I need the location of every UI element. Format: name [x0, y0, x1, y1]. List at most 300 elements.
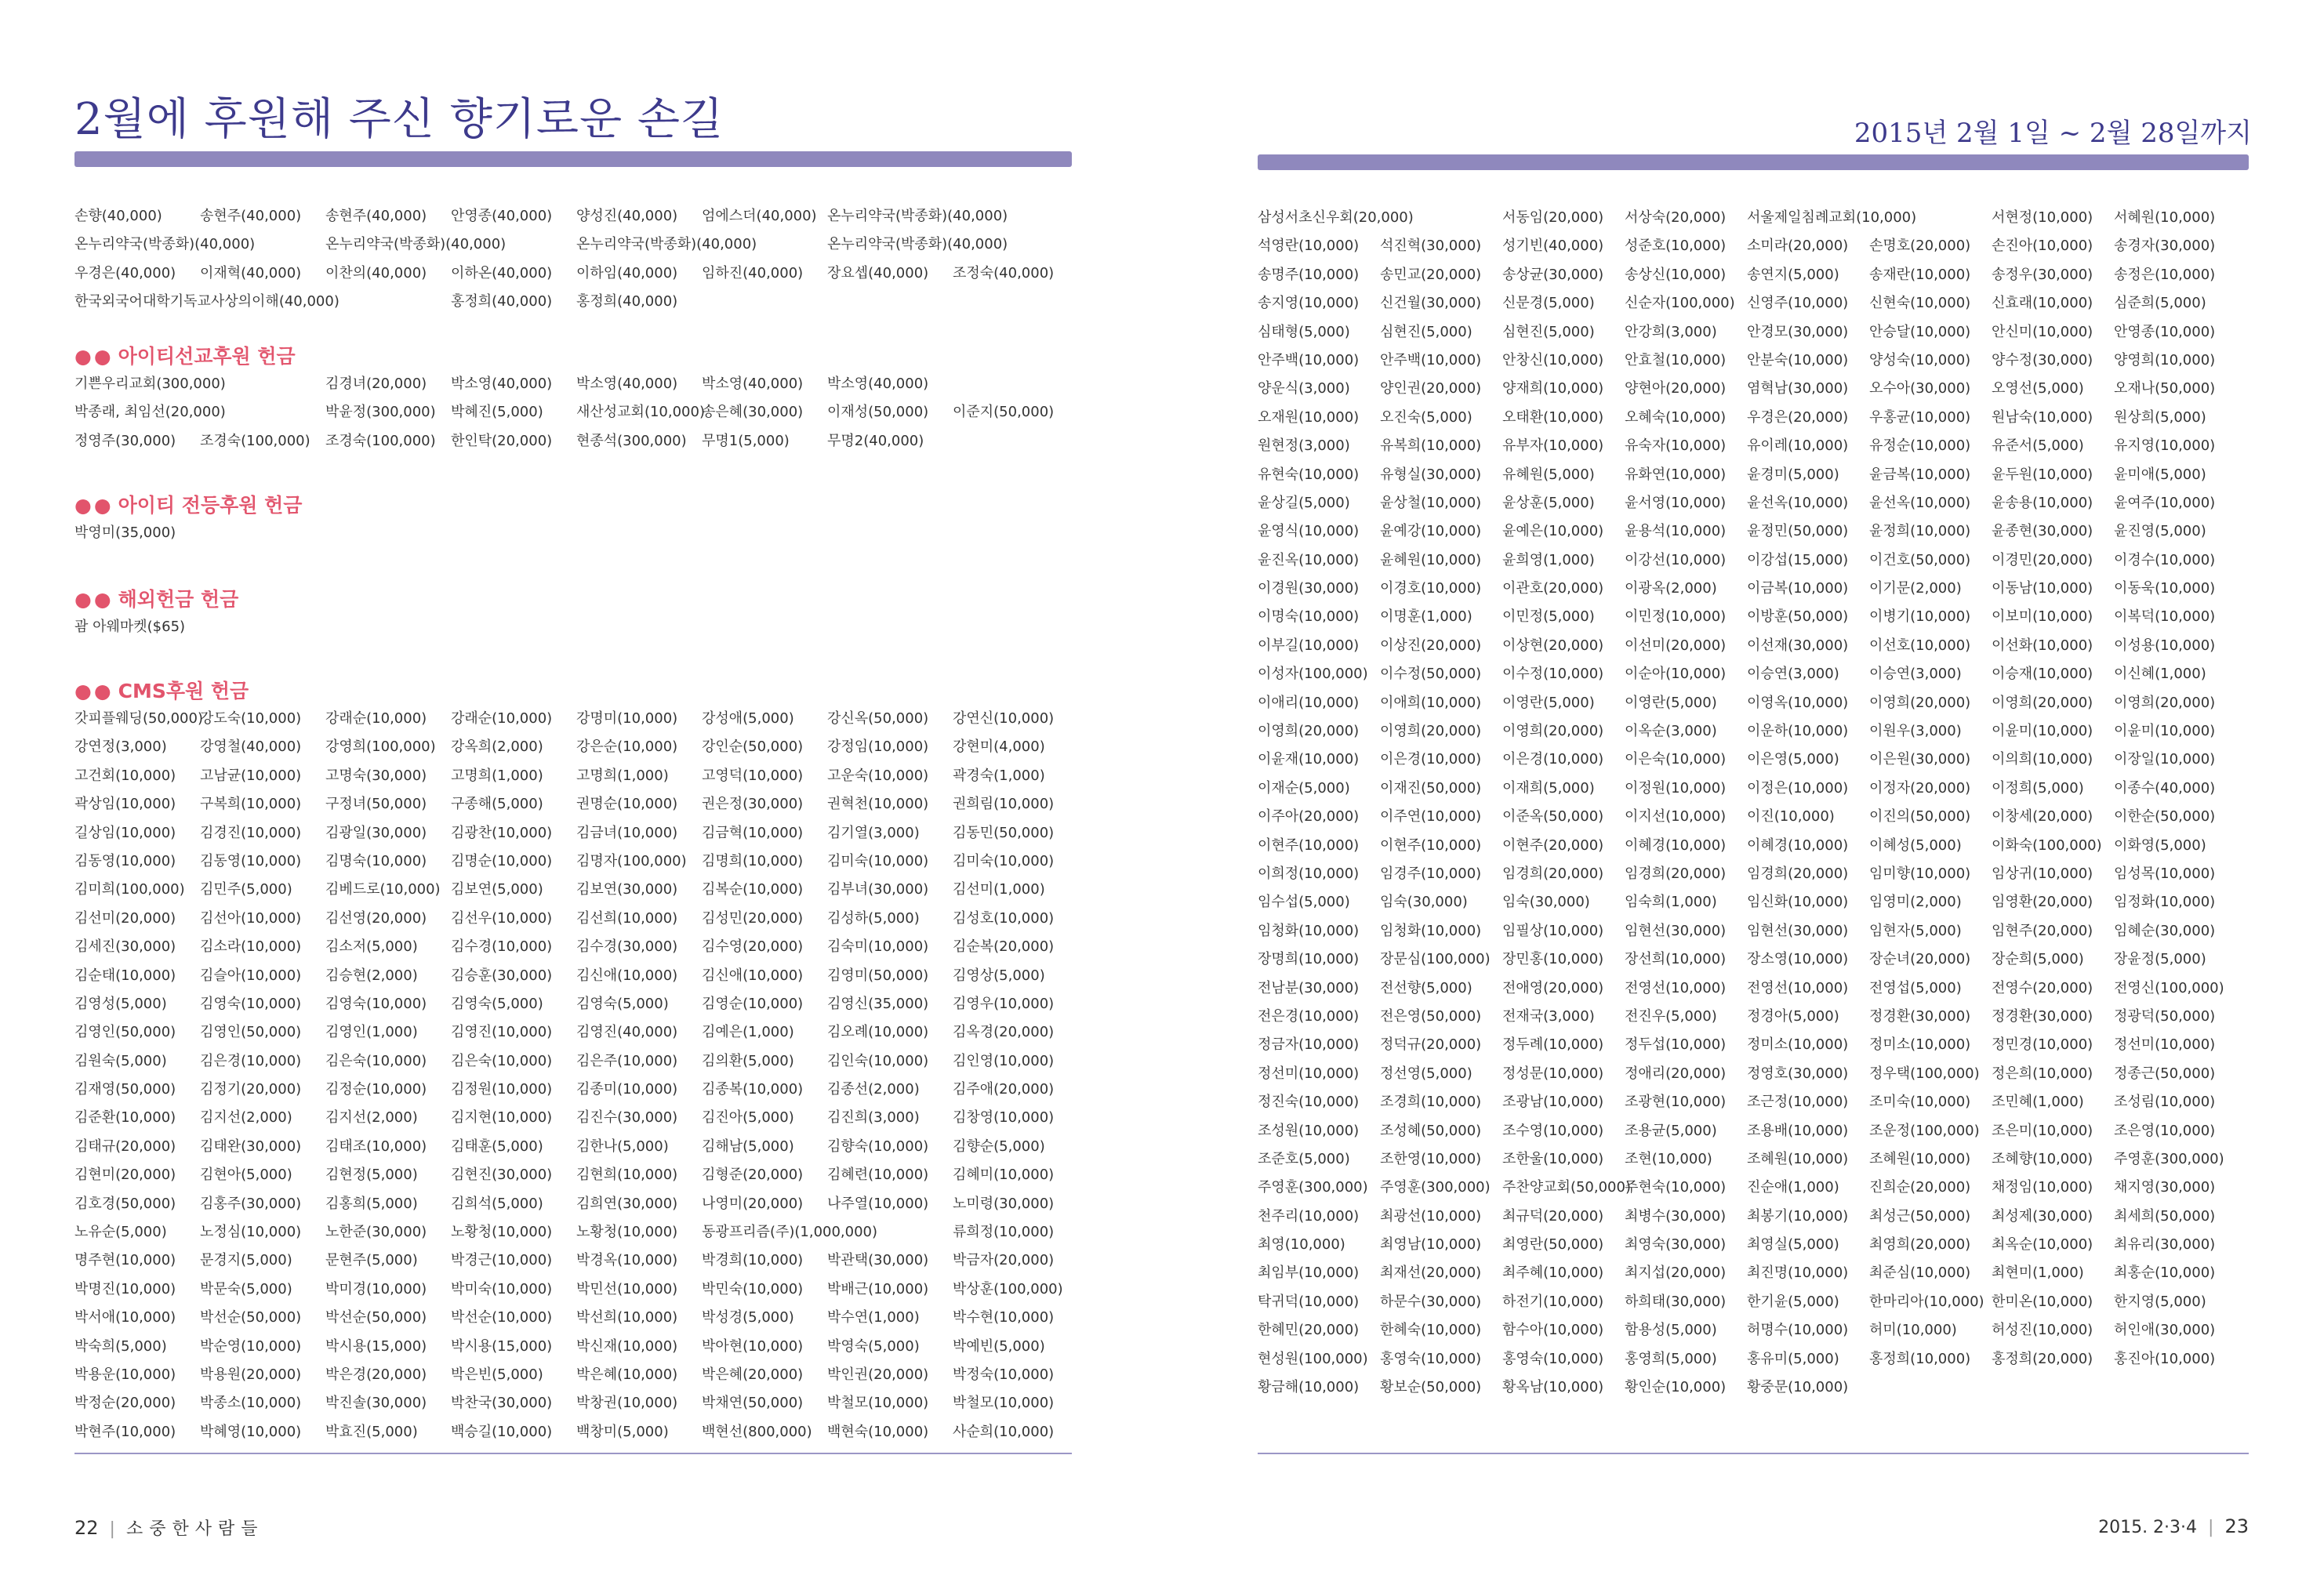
donor-entry: 임성목(10,000) — [2114, 865, 2216, 882]
donor-entry: 김민주(5,000) — [200, 881, 292, 898]
donor-entry: 이윤미(10,000) — [1992, 723, 2093, 740]
donor-entry — [1380, 204, 1502, 232]
donor-row — [1258, 347, 2249, 375]
donor-entry: 최규덕(20,000) — [1502, 1207, 1604, 1225]
donor-entry: 곽경숙(1,000) — [953, 767, 1045, 784]
donor-entry: 함용성(5,000) — [1625, 1322, 1717, 1339]
donor-entry: 임필상(10,000) — [1502, 922, 1604, 939]
donor-entry: 이동욱(10,000) — [2114, 580, 2216, 597]
donor-entry: 임하진(40,000) — [702, 264, 804, 281]
donor-entry: 김인숙(10,000) — [827, 1052, 929, 1069]
footer-right — [2098, 1515, 2249, 1537]
donor-list — [74, 705, 1078, 1446]
donor-entry: 최광선(10,000) — [1380, 1207, 1482, 1225]
donor-entry: 정경환(30,000) — [1869, 1007, 1971, 1025]
donor-entry: 김광일(30,000) — [325, 824, 427, 841]
donor-entry: 명주현(10,000) — [74, 1252, 176, 1269]
donor-entry: 박신재(10,000) — [576, 1337, 678, 1355]
donor-entry: 한마리아(10,000) — [1869, 1293, 1984, 1310]
donor-row — [74, 370, 1078, 398]
donor-entry — [200, 519, 325, 547]
donor-entry: 송현주(40,000) — [200, 208, 302, 224]
donor-entry: 최영란(50,000) — [1502, 1236, 1604, 1254]
issue-date: 2015. 2·3·4 — [2098, 1518, 2198, 1537]
donor-entry: 오재원(10,000) — [1258, 408, 1360, 426]
donor-entry: 박소영(40,000) — [451, 376, 553, 392]
donor-entry: 이은경(10,000) — [1380, 751, 1482, 768]
donor-entry: 주현숙(10,000) — [1625, 1179, 1727, 1196]
donor-entry: 김태훈(5,000) — [451, 1138, 543, 1155]
page-title: 2월에 후원해 주신 향기로운 손길 — [74, 94, 724, 145]
donor-entry: 임영환(20,000) — [1992, 894, 2093, 911]
donor-entry: 임현자(5,000) — [1869, 922, 1962, 939]
donor-entry: 이은숙(10,000) — [1625, 751, 1727, 768]
donor-entry: 이경원(30,000) — [1258, 580, 1360, 597]
donor-entry: 임수섭(5,000) — [1258, 894, 1350, 911]
donor-entry: 조광현(10,000) — [1625, 1094, 1727, 1111]
donor-entry: 김동영(10,000) — [74, 852, 176, 869]
donor-entry: 임혜순(30,000) — [2114, 922, 2216, 939]
donor-entry: 정성문(10,000) — [1502, 1065, 1604, 1082]
donor-entry: 나주열(10,000) — [827, 1195, 929, 1212]
donor-entry: 김향숙(10,000) — [827, 1138, 929, 1155]
donor-entry: 임상귀(10,000) — [1992, 865, 2093, 882]
donor-entry: 김홍희(5,000) — [325, 1195, 418, 1212]
donor-entry: 김명순(10,000) — [451, 852, 553, 869]
donor-entry: 윤여주(10,000) — [2114, 494, 2216, 511]
donor-entry: 신현숙(10,000) — [1869, 295, 1971, 312]
donor-row — [74, 1104, 1078, 1132]
donor-entry: 박시용(15,000) — [451, 1337, 553, 1355]
bullet-icon: ●● — [74, 345, 114, 368]
donor-entry: 온누리약국(박종화)(40,000) — [827, 236, 1008, 253]
donor-entry: 정금자(10,000) — [1258, 1036, 1360, 1054]
donor-entry: 하문수(30,000) — [1380, 1293, 1482, 1310]
donor-entry: 이애리(10,000) — [1258, 694, 1360, 711]
donor-entry: 이경민(20,000) — [1992, 551, 2093, 568]
donor-entry: 권명순(10,000) — [576, 796, 678, 813]
donor-entry: 전영수(20,000) — [1992, 979, 2093, 996]
donor-entry: 양인권(20,000) — [1380, 380, 1482, 397]
donor-row — [1258, 803, 2249, 831]
donor-entry: 서상숙(20,000) — [1625, 209, 1727, 226]
donor-entry: 조혜원(10,000) — [1869, 1150, 1971, 1167]
donor-entry: 홍진아(10,000) — [2114, 1350, 2216, 1367]
donor-row — [74, 613, 1078, 641]
donor-entry: 최세희(50,000) — [2114, 1207, 2216, 1225]
donor-entry: 강은순(10,000) — [576, 738, 678, 756]
donor-entry: 박철모(10,000) — [953, 1395, 1055, 1412]
donor-entry: 김명자(100,000) — [576, 852, 687, 869]
donor-entry: 김명희(10,000) — [702, 852, 804, 869]
donor-entry: 박효진(5,000) — [325, 1423, 418, 1440]
donor-row — [1258, 1060, 2249, 1088]
bottom-rule — [1258, 1453, 2249, 1454]
donor-entry — [953, 613, 1078, 641]
donor-entry: 김원숙(5,000) — [74, 1052, 167, 1069]
donor-entry: 박소영(40,000) — [702, 376, 804, 392]
donor-entry: 김선희(10,000) — [576, 909, 678, 927]
donor-row — [1258, 575, 2249, 603]
donor-entry: 이강선(10,000) — [1625, 551, 1727, 568]
donor-entry: 김영인(50,000) — [200, 1024, 302, 1041]
donor-row — [74, 1246, 1078, 1275]
donor-entry: 심현진(5,000) — [1380, 323, 1472, 340]
donor-entry: 이정은(10,000) — [1747, 779, 1849, 796]
donor-entry: 석영란(10,000) — [1258, 238, 1360, 255]
donor-entry: 서동임(20,000) — [1502, 209, 1604, 226]
donor-entry: 최병수(30,000) — [1625, 1207, 1727, 1225]
donor-entry: 김세진(30,000) — [74, 938, 176, 956]
donor-entry: 무명2(40,000) — [827, 432, 924, 449]
section-heading — [74, 343, 1078, 370]
donor-entry: 윤선옥(10,000) — [1747, 494, 1849, 511]
donor-entry — [702, 230, 827, 259]
donor-entry: 전영선(10,000) — [1747, 979, 1849, 996]
donor-entry: 권희림(10,000) — [953, 796, 1055, 813]
donor-entry: 사순희(10,000) — [953, 1423, 1055, 1440]
donor-entry: 우경은(20,000) — [1747, 408, 1849, 426]
donor-entry: 한지영(5,000) — [2114, 1293, 2206, 1310]
bullet-icon: ●● — [74, 680, 114, 702]
donor-entry: 김소라(10,000) — [200, 938, 302, 956]
donor-entry: 이승연(3,000) — [1747, 666, 1839, 683]
donor-row — [1258, 461, 2249, 489]
donor-entry: 오영선(5,000) — [1992, 380, 2084, 397]
donor-entry: 윤송용(10,000) — [1992, 494, 2093, 511]
donor-entry: 노한준(30,000) — [325, 1224, 427, 1241]
donor-entry: 최영숙(30,000) — [1625, 1236, 1727, 1254]
donor-entry: 오진숙(5,000) — [1380, 408, 1472, 426]
donor-entry: 정영호(30,000) — [1747, 1065, 1849, 1082]
donor-entry: 조준호(5,000) — [1258, 1150, 1350, 1167]
donor-entry: 홍영숙(10,000) — [1502, 1350, 1604, 1367]
donor-entry: 임청화(10,000) — [1258, 922, 1360, 939]
donor-entry: 박금자(20,000) — [953, 1252, 1055, 1269]
donor-entry: 윤예은(10,000) — [1502, 523, 1604, 540]
donor-row — [74, 790, 1078, 818]
donor-row — [1258, 375, 2249, 403]
donor-entry: 최영남(10,000) — [1380, 1236, 1482, 1254]
donor-entry: 이은영(5,000) — [1747, 751, 1839, 768]
donor-entry: 송상균(30,000) — [1502, 266, 1604, 283]
donor-entry: 조경숙(100,000) — [200, 432, 310, 449]
donor-entry: 나영미(20,000) — [702, 1195, 804, 1212]
donor-entry: 최봉기(10,000) — [1747, 1207, 1849, 1225]
section-general-donations — [74, 202, 1078, 317]
donor-entry: 윤종현(30,000) — [1992, 523, 2093, 540]
donor-entry: 이영란(5,000) — [1502, 694, 1595, 711]
donor-entry: 이영란(5,000) — [1625, 694, 1717, 711]
donor-entry: 조광남(10,000) — [1502, 1094, 1604, 1111]
donor-entry: 최진명(10,000) — [1747, 1265, 1849, 1282]
donor-list — [74, 202, 1078, 317]
donor-entry: 임현선(30,000) — [1747, 922, 1849, 939]
donor-row — [1258, 432, 2249, 460]
donor-entry: 송연지(5,000) — [1747, 266, 1839, 283]
title-band — [1258, 154, 2249, 170]
donor-entry: 이원우(3,000) — [1869, 723, 1962, 740]
donor-entry: 신문경(5,000) — [1502, 295, 1595, 312]
donor-entry: 임신화(10,000) — [1747, 894, 1849, 911]
donor-entry: 고명희(1,000) — [451, 767, 543, 784]
donor-entry: 송경자(30,000) — [2114, 238, 2216, 255]
donor-row — [1258, 1259, 2249, 1287]
donor-row — [1258, 775, 2249, 803]
donor-entry: 박시용(15,000) — [325, 1337, 427, 1355]
donor-entry: 이종수(40,000) — [2114, 779, 2216, 796]
donor-entry: 김현정(5,000) — [325, 1167, 418, 1184]
donor-entry: 이선재(30,000) — [1747, 637, 1849, 654]
donor-entry: 임청화(10,000) — [1380, 922, 1482, 939]
donor-entry: 윤정희(10,000) — [1869, 523, 1971, 540]
donor-entry: 강성애(5,000) — [702, 710, 794, 727]
donor-entry: 김복순(10,000) — [702, 881, 804, 898]
donor-entry: 현종석(300,000) — [576, 432, 687, 449]
donor-entry: 정두례(10,000) — [1502, 1036, 1604, 1054]
donor-entry: 박소영(40,000) — [827, 376, 929, 392]
donor-entry: 조혜향(10,000) — [1992, 1150, 2093, 1167]
footer-separator: | — [109, 1519, 115, 1539]
donor-entry: 박미경(10,000) — [325, 1280, 427, 1297]
donor-row — [1258, 945, 2249, 974]
donor-entry: 신순자(100,000) — [1625, 295, 1735, 312]
donor-entry: 김경진(10,000) — [200, 824, 302, 841]
donor-row — [74, 230, 1078, 259]
donor-entry: 송현주(40,000) — [325, 208, 427, 224]
donor-entry: 김미숙(10,000) — [953, 852, 1055, 869]
donor-entry: 장선희(10,000) — [1625, 951, 1727, 968]
donor-entry: 박정순(20,000) — [74, 1395, 176, 1412]
donor-entry: 오수아(30,000) — [1869, 380, 1971, 397]
donor-entry: 박민선(10,000) — [576, 1280, 678, 1297]
donor-entry: 하희태(30,000) — [1625, 1293, 1727, 1310]
donor-entry: 길상임(10,000) — [74, 824, 176, 841]
donor-entry: 장민홍(10,000) — [1502, 951, 1604, 968]
donor-row — [74, 398, 1078, 426]
donor-entry: 온누리약국(박종화)(40,000) — [827, 208, 1008, 224]
donor-entry: 박수연(1,000) — [827, 1309, 920, 1326]
donor-entry: 염혁남(30,000) — [1747, 380, 1849, 397]
donor-entry: 김홍주(30,000) — [200, 1195, 302, 1212]
donor-row — [1258, 1203, 2249, 1231]
donor-entry: 김성민(20,000) — [702, 909, 804, 927]
donor-entry: 김의환(5,000) — [702, 1052, 794, 1069]
donor-entry: 김영미(50,000) — [827, 967, 929, 984]
donor-entry: 동광프리즘(주)(1,000,000) — [702, 1224, 878, 1241]
donor-entry: 박윤정(300,000) — [325, 404, 436, 421]
donor-entry: 전애영(20,000) — [1502, 979, 1604, 996]
donor-entry: 김진수(30,000) — [576, 1109, 678, 1127]
donor-entry: 한기윤(5,000) — [1747, 1293, 1839, 1310]
donor-row — [74, 1389, 1078, 1417]
donor-entry: 김영우(10,000) — [953, 995, 1055, 1012]
donor-entry: 임경주(10,000) — [1380, 865, 1482, 882]
donor-entry: 박소영(40,000) — [576, 376, 678, 392]
donor-row — [1258, 1288, 2249, 1316]
section-heading — [74, 678, 1078, 705]
donor-entry: 황보순(50,000) — [1380, 1379, 1482, 1396]
donor-entry: 임숙(30,000) — [1502, 894, 1590, 911]
donor-row — [1258, 746, 2249, 774]
donor-entry: 이장일(10,000) — [2114, 751, 2216, 768]
donor-entry: 박서애(10,000) — [74, 1309, 176, 1326]
donor-entry: 송민교(20,000) — [1380, 266, 1482, 283]
donor-entry — [200, 398, 325, 426]
donor-entry — [200, 370, 325, 398]
donor-entry — [325, 288, 451, 316]
donor-entry — [953, 202, 1078, 230]
donor-entry: 박관택(30,000) — [827, 1252, 929, 1269]
donor-entry: 이선호(10,000) — [1869, 637, 1971, 654]
donor-entry: 최영실(5,000) — [1747, 1236, 1839, 1254]
donor-entry: 채정임(10,000) — [1992, 1179, 2093, 1196]
donor-entry: 이민정(5,000) — [1502, 608, 1595, 626]
donor-row — [74, 1018, 1078, 1047]
donor-entry: 조정숙(40,000) — [953, 264, 1055, 281]
donor-entry: 조근정(10,000) — [1747, 1094, 1849, 1111]
donor-entry: 김주애(20,000) — [953, 1081, 1055, 1098]
donor-entry: 강영희(100,000) — [325, 738, 436, 756]
donor-entry: 전은경(10,000) — [1258, 1007, 1360, 1025]
donor-row — [1258, 1145, 2249, 1174]
donor-entry: 홍정희(10,000) — [1869, 1350, 1971, 1367]
donor-entry: 김인영(10,000) — [953, 1052, 1055, 1069]
donor-entry: 양성진(40,000) — [576, 208, 678, 224]
section-heading — [74, 492, 1078, 519]
donor-row — [74, 1161, 1078, 1189]
donor-entry: 김영신(35,000) — [827, 995, 929, 1012]
donor-entry: 박아현(10,000) — [702, 1337, 804, 1355]
donor-entry: 박문숙(5,000) — [200, 1280, 292, 1297]
donor-entry: 소미라(20,000) — [1747, 238, 1849, 255]
donor-entry: 정우택(100,000) — [1869, 1065, 1980, 1082]
donor-entry: 이방훈(50,000) — [1747, 608, 1849, 626]
donor-list — [74, 613, 1078, 641]
donor-entry: 정두섭(10,000) — [1625, 1036, 1727, 1054]
donor-entry: 김오례(10,000) — [827, 1024, 929, 1041]
donor-entry: 윤미애(5,000) — [2114, 466, 2206, 483]
donor-entry: 이윤재(10,000) — [1258, 751, 1360, 768]
donor-entry: 김지선(2,000) — [200, 1109, 292, 1127]
donor-list — [74, 519, 1078, 547]
donor-entry: 조용배(10,000) — [1747, 1122, 1849, 1139]
footer-left — [74, 1515, 263, 1540]
donor-entry: 온누리약국(박종화)(40,000) — [576, 236, 757, 253]
donor-entry: 김종복(10,000) — [702, 1081, 804, 1098]
donor-entry: 박숙희(5,000) — [74, 1337, 167, 1355]
donor-entry: 성기빈(40,000) — [1502, 238, 1604, 255]
donor-entry: 문현주(5,000) — [325, 1252, 418, 1269]
donor-entry: 이보미(10,000) — [1992, 608, 2093, 626]
donor-entry: 이금복(10,000) — [1747, 580, 1849, 597]
donor-entry: 권은정(30,000) — [702, 796, 804, 813]
donor-row — [1258, 1345, 2249, 1373]
donor-entry: 김정기(20,000) — [200, 1081, 302, 1098]
donor-entry: 이명훈(1,000) — [1380, 608, 1472, 626]
donor-entry: 이영옥(10,000) — [1747, 694, 1849, 711]
donor-entry: 김한나(5,000) — [576, 1138, 669, 1155]
donor-entry: 하전기(10,000) — [1502, 1293, 1604, 1310]
donor-entry: 강연정(3,000) — [74, 738, 167, 756]
donor-entry: 박경옥(10,000) — [576, 1252, 678, 1269]
section-heading — [74, 586, 1078, 613]
donor-list — [74, 370, 1078, 455]
donor-row — [74, 962, 1078, 990]
page-number: 23 — [2224, 1515, 2249, 1537]
donor-entry: 탁귀덕(10,000) — [1258, 1293, 1360, 1310]
donor-entry — [200, 288, 325, 316]
donor-entry: 안창신(10,000) — [1502, 351, 1604, 368]
donor-entry: 이순아(10,000) — [1625, 666, 1727, 683]
donor-entry: 이명숙(10,000) — [1258, 608, 1360, 626]
donor-entry: 김신애(10,000) — [576, 967, 678, 984]
donor-entry: 박혜진(5,000) — [451, 404, 543, 421]
donor-row — [1258, 888, 2249, 916]
donor-entry: 이정희(5,000) — [1992, 779, 2084, 796]
donor-entry: 이준지(50,000) — [953, 404, 1055, 421]
donor-entry: 임미향(10,000) — [1869, 865, 1971, 882]
donor-entry: 이재성(50,000) — [827, 404, 929, 421]
donor-entry: 박선순(10,000) — [451, 1309, 553, 1326]
donor-entry: 임경희(20,000) — [1625, 865, 1727, 882]
donor-entry: 김진아(5,000) — [702, 1109, 794, 1127]
donor-row — [74, 876, 1078, 904]
donor-entry: 황옥남(10,000) — [1502, 1379, 1604, 1396]
donor-entry: 김미숙(10,000) — [827, 852, 929, 869]
donor-entry: 이혜경(10,000) — [1625, 836, 1727, 854]
donor-row — [1258, 660, 2249, 688]
donor-entry: 박상훈(100,000) — [953, 1280, 1063, 1297]
donor-row — [74, 933, 1078, 961]
donor-entry: 김보연(5,000) — [451, 881, 543, 898]
donor-entry: 엄에스더(40,000) — [702, 208, 817, 224]
donor-entry: 홍정희(20,000) — [1992, 1350, 2093, 1367]
donor-entry: 이정자(20,000) — [1869, 779, 1971, 796]
donor-row — [74, 705, 1078, 733]
donor-entry: 구종해(5,000) — [451, 796, 543, 813]
donor-entry: 김재영(50,000) — [74, 1081, 176, 1098]
donor-entry: 박채연(50,000) — [702, 1395, 804, 1412]
donor-entry: 유준서(5,000) — [1992, 437, 2084, 455]
donor-entry: 석진혁(30,000) — [1380, 238, 1482, 255]
donor-entry: 김태완(30,000) — [200, 1138, 302, 1155]
donor-entry: 송상신(10,000) — [1625, 266, 1727, 283]
donor-entry: 박창권(10,000) — [576, 1395, 678, 1412]
donor-entry: 윤진옥(10,000) — [1258, 551, 1360, 568]
donor-entry: 이병기(10,000) — [1869, 608, 1971, 626]
donor-entry: 이경호(10,000) — [1380, 580, 1482, 597]
donor-entry: 유정순(10,000) — [1869, 437, 1971, 455]
donor-entry: 전선향(5,000) — [1380, 979, 1472, 996]
donor-entry: 이주아(20,000) — [1258, 808, 1360, 826]
donor-entry: 윤경미(5,000) — [1747, 466, 1839, 483]
donor-entry: 조수영(10,000) — [1502, 1122, 1604, 1139]
donor-entry: 이윤미(10,000) — [2114, 723, 2216, 740]
donor-entry: 양영희(10,000) — [2114, 351, 2216, 368]
donor-row — [74, 1418, 1078, 1446]
donor-entry: 김호경(50,000) — [74, 1195, 176, 1212]
donor-entry: 이희정(10,000) — [1258, 865, 1360, 882]
donor-entry: 이혜경(10,000) — [1747, 836, 1849, 854]
donor-entry: 이진(10,000) — [1747, 808, 1835, 826]
donor-row — [1258, 689, 2249, 717]
donor-row — [1258, 232, 2249, 260]
donor-entry: 조한영(10,000) — [1380, 1150, 1482, 1167]
donor-entry: 채지영(30,000) — [2114, 1179, 2216, 1196]
donor-entry: 현성원(100,000) — [1258, 1350, 1368, 1367]
donor-entry: 이은경(10,000) — [1502, 751, 1604, 768]
